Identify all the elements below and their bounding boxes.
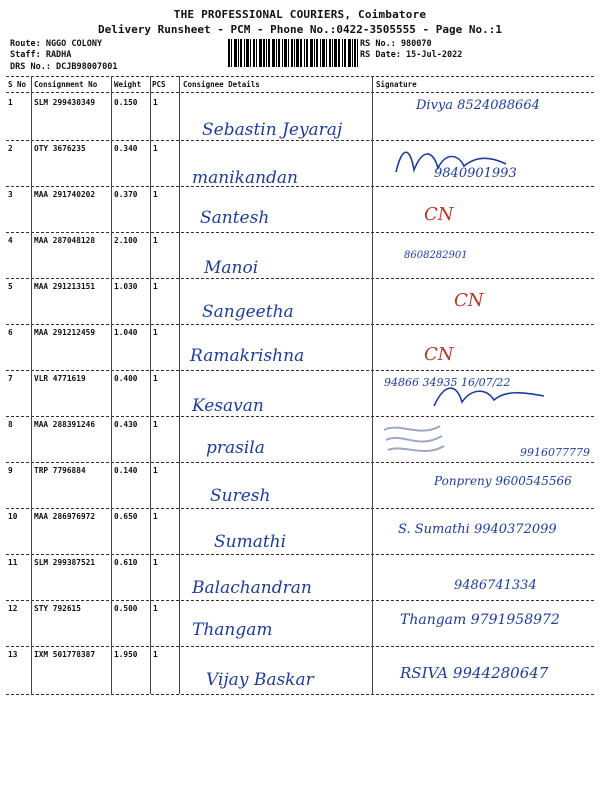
row-sno: 1 — [8, 98, 13, 107]
table-row — [6, 280, 594, 326]
row-consignment: SLM 299387521 — [34, 558, 96, 567]
table-row — [6, 326, 594, 372]
signature-scribble — [430, 378, 550, 414]
row-weight: 0.430 — [114, 420, 138, 429]
row-signature: CN — [424, 344, 454, 365]
row-weight: 0.650 — [114, 512, 138, 521]
row-weight: 1.030 — [114, 282, 138, 291]
row-consignee: Kesavan — [192, 396, 264, 416]
row-weight: 1.040 — [114, 328, 138, 337]
row-pcs: 1 — [153, 282, 158, 291]
row-divider — [6, 416, 594, 417]
row-consignee: Ramakrishna — [190, 346, 305, 366]
row-consignee: Vijay Baskar — [206, 670, 314, 690]
row-divider — [6, 186, 594, 187]
row-sno: 10 — [8, 512, 18, 521]
row-consignment: TRP 7796884 — [34, 466, 86, 475]
row-consignee: prasila — [206, 438, 265, 458]
header-bottom-rule — [6, 92, 594, 93]
row-signature: 8608282901 — [404, 250, 468, 261]
row-consignment: SLM 299430349 — [34, 98, 96, 107]
row-pcs: 1 — [153, 420, 158, 429]
row-weight: 0.400 — [114, 374, 138, 383]
row-weight: 2.100 — [114, 236, 138, 245]
row-sno: 4 — [8, 236, 13, 245]
row-consignment: MAA 287048128 — [34, 236, 96, 245]
table-row — [6, 648, 594, 694]
row-weight: 0.500 — [114, 604, 138, 613]
row-consignment: MAA 291213151 — [34, 282, 96, 291]
row-weight: 0.140 — [114, 466, 138, 475]
row-pcs: 1 — [153, 650, 158, 659]
row-divider — [6, 554, 594, 555]
staff-label: Staff: RADHA — [10, 50, 72, 60]
row-sno: 11 — [8, 558, 18, 567]
row-pcs: 1 — [153, 558, 158, 567]
row-consignment: IXM 501778387 — [34, 650, 96, 659]
row-sno: 13 — [8, 650, 18, 659]
document-title: THE PROFESSIONAL COURIERS, Coimbatore — [173, 8, 427, 21]
row-sno: 12 — [8, 604, 18, 613]
row-signature: CN — [454, 290, 484, 311]
row-sno: 7 — [8, 374, 13, 383]
row-consignee: Balachandran — [192, 578, 312, 598]
document-subtitle: Delivery Runsheet - PCM - Phone No.:0422-3505555 - Page No.:1 — [98, 23, 502, 36]
row-pcs: 1 — [153, 236, 158, 245]
row-divider — [6, 646, 594, 647]
signature-scribble — [380, 420, 450, 460]
table-row — [6, 234, 594, 280]
row-signature: 9916077779 — [520, 446, 590, 459]
row-pcs: 1 — [153, 466, 158, 475]
row-sno: 8 — [8, 420, 13, 429]
col-pcs: PCS — [152, 80, 166, 89]
row-consignee: Manoi — [204, 258, 259, 278]
row-pcs: 1 — [153, 190, 158, 199]
row-pcs: 1 — [153, 374, 158, 383]
row-sno: 3 — [8, 190, 13, 199]
row-divider — [6, 278, 594, 279]
row-signature: RSIVA 9944280647 — [400, 664, 549, 682]
col-consignee: Consignee Details — [183, 80, 260, 89]
barcode — [228, 39, 358, 67]
row-signature: Thangam 9791958972 — [400, 612, 560, 628]
row-divider — [6, 370, 594, 371]
col-signature: Signature — [376, 80, 417, 89]
row-divider — [6, 508, 594, 509]
row-consignment: OTY 3676235 — [34, 144, 86, 153]
row-signature: Ponpreny 9600545566 — [434, 474, 572, 488]
table-row — [6, 602, 594, 648]
row-signature: CN — [424, 204, 454, 225]
table-row — [6, 418, 594, 464]
row-divider — [6, 694, 594, 695]
table-row — [6, 96, 594, 142]
row-consignee: Sebastin Jeyaraj — [202, 120, 343, 140]
row-pcs: 1 — [153, 604, 158, 613]
col-weight: Weight — [114, 80, 142, 89]
row-weight: 0.370 — [114, 190, 138, 199]
table-row — [6, 510, 594, 556]
row-consignment: VLR 4771619 — [34, 374, 86, 383]
row-consignment: MAA 291212459 — [34, 328, 96, 337]
row-signature: S. Sumathi 9940372099 — [398, 522, 557, 537]
route-label: Route: NGGO COLONY — [10, 39, 103, 49]
table-row — [6, 464, 594, 510]
row-consignee: Suresh — [210, 486, 271, 506]
row-signature: 9486741334 — [454, 578, 537, 593]
row-divider — [6, 140, 594, 141]
col-consignment: Consignment No — [34, 80, 98, 89]
row-consignment: STY 792615 — [34, 604, 81, 613]
table-row — [6, 556, 594, 602]
row-divider — [6, 324, 594, 325]
row-pcs: 1 — [153, 144, 158, 153]
row-consignee: Thangam — [192, 620, 273, 640]
row-signature: 94866 34935 16/07/22 — [384, 376, 511, 389]
row-divider — [6, 232, 594, 233]
row-sno: 9 — [8, 466, 13, 475]
row-consignee: Sumathi — [214, 532, 287, 552]
row-sno: 6 — [8, 328, 13, 337]
row-consignee: Santesh — [200, 208, 270, 228]
row-consignment: MAA 291740202 — [34, 190, 96, 199]
row-weight: 0.150 — [114, 98, 138, 107]
row-signature: 9840901993 — [434, 166, 517, 181]
drs-number: DRS No.: DCJB98007001 — [10, 62, 118, 72]
row-consignee: manikandan — [192, 168, 298, 188]
table-row — [6, 188, 594, 234]
rs-date: RS Date: 15-Jul-2022 — [360, 50, 463, 60]
rs-number: RS No.: 980070 — [360, 39, 432, 49]
signature-scribble — [392, 142, 512, 178]
row-divider — [6, 600, 594, 601]
col-sno: S No — [8, 80, 27, 89]
row-consignment: MAA 288391246 — [34, 420, 96, 429]
row-pcs: 1 — [153, 512, 158, 521]
row-weight: 0.340 — [114, 144, 138, 153]
row-sno: 5 — [8, 282, 13, 291]
row-consignment: MAA 286976972 — [34, 512, 96, 521]
row-weight: 0.610 — [114, 558, 138, 567]
row-divider — [6, 462, 594, 463]
header-top-rule — [6, 76, 594, 77]
row-signature: Divya 8524088664 — [416, 98, 540, 113]
row-weight: 1.950 — [114, 650, 138, 659]
row-pcs: 1 — [153, 328, 158, 337]
row-pcs: 1 — [153, 98, 158, 107]
row-sno: 2 — [8, 144, 13, 153]
row-consignee: Sangeetha — [202, 302, 294, 322]
